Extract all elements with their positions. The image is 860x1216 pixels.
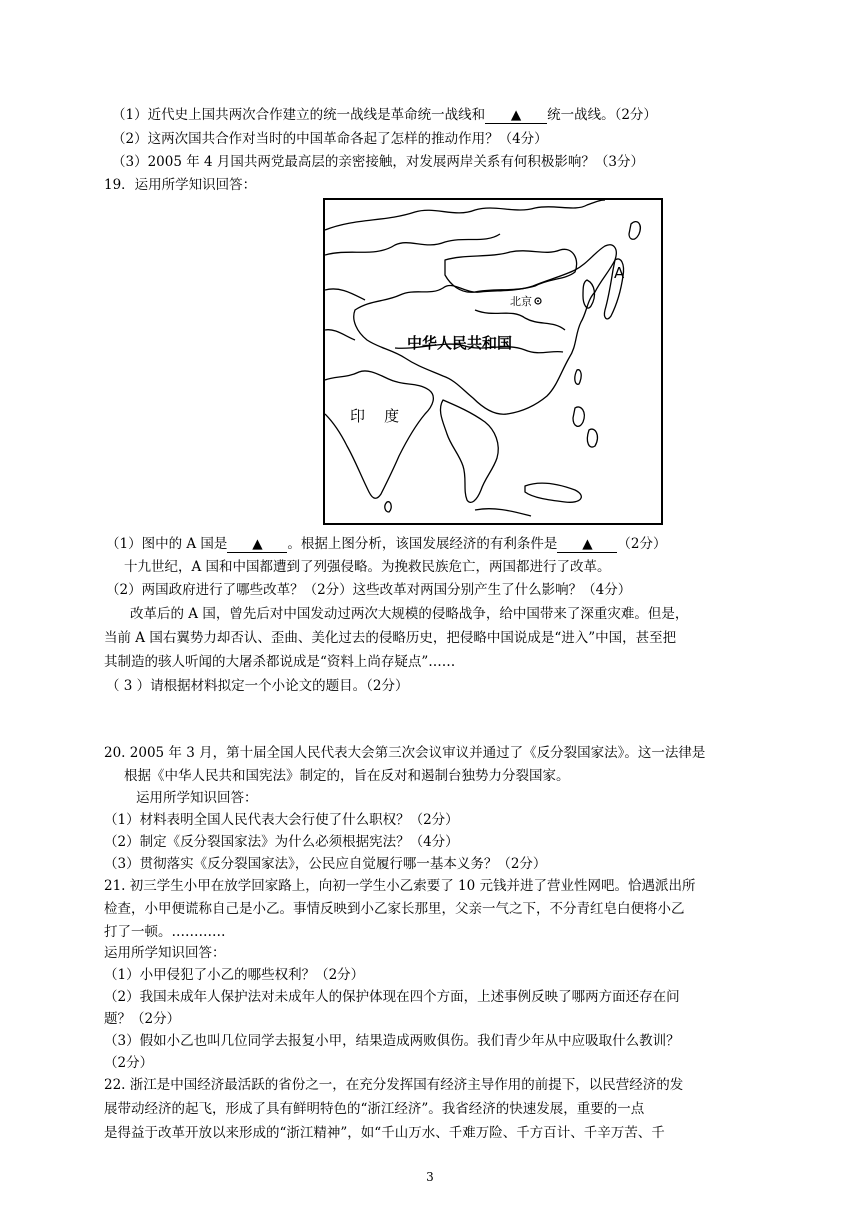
q19-title: 19．运用所学知识回答： xyxy=(104,177,257,193)
q21-sub2-cont: 题？（2分） xyxy=(104,1011,181,1027)
answer-blank xyxy=(557,536,617,553)
q22-stem-line: 展带动经济的起飞，形成了具有鲜明特色的“浙江经济”。我省经济的快速发展，重要的一点 xyxy=(104,1101,645,1117)
q21-sub2: （2）我国未成年人保护法对未成年人的保护体现在四个方面，上述事例反映了哪两方面还存在问 xyxy=(104,989,680,1005)
q21-sub1: （1）小甲侵犯了小乙的哪些权利？（2分） xyxy=(104,967,365,983)
q21-sub3-cont: （2分） xyxy=(104,1055,154,1071)
q19-context: 十九世纪，A 国和中国都遭到了列强侵略。为挽救民族危亡，两国都进行了改革。 xyxy=(124,559,611,575)
q21-stem-line: 打了一顿。………… xyxy=(104,924,226,940)
q20-stem-line: 根据《中华人民共和国宪法》制定的，旨在反对和遏制台独势力分裂国家。 xyxy=(124,768,570,784)
map-label-india: 印 度 xyxy=(350,407,400,425)
q19-sub1-text: （1）图中的 A 国是 xyxy=(106,536,228,552)
q20-stem-line: 20. 2005 年 3 月，第十届全国人民代表大会第三次会议审议并通过了《反分裂国家法》。这一法律是 xyxy=(104,745,706,761)
q18-sub1 xyxy=(112,105,657,125)
map-label-a: A xyxy=(614,264,625,282)
q18-sub2: （2）这两次国共合作对当时的中国革命各起了怎样的推动作用？（4分） xyxy=(112,131,548,147)
q19-sub1-score: （2分） xyxy=(617,536,667,552)
q19-material-line: 其制造的骇人听闻的大屠杀都说成是“资料上尚存疑点”…… xyxy=(104,654,456,670)
map-drawing xyxy=(325,200,661,523)
q19-sub1 xyxy=(106,534,667,554)
triangle-mark: ▲ xyxy=(510,107,522,123)
q22-stem-line: 是得益于改革开放以来形成的“浙江精神”，如“千山万水、千难万险、千方百计、千辛万苦、千 xyxy=(104,1125,665,1141)
asia-map xyxy=(323,198,663,525)
triangle-mark: ▲ xyxy=(582,536,593,552)
answer-blank xyxy=(227,536,287,553)
q20-sub3: （3）贯彻落实《反分裂国家法》，公民应自觉履行哪一基本义务？（2分） xyxy=(104,856,547,872)
q18-sub3: （3）2005 年 4 月国共两党最高层的亲密接触，对发展两岸关系有何积极影响？（3分） xyxy=(112,154,644,170)
q19-material-line: 改革后的 A 国，曾先后对中国发动过两次大规模的侵略战争，给中国带来了深重灾难。但是， xyxy=(130,606,689,622)
map-label-china: 中华人民共和国 xyxy=(407,334,513,352)
q20-sub2: （2）制定《反分裂国家法》为什么必须根据宪法？（4分） xyxy=(104,834,459,850)
q20-prompt: 运用所学知识回答： xyxy=(136,790,258,806)
q18-sub1-score: 统一战线。（2分） xyxy=(547,107,657,123)
q19-material-line: 当前 A 国右翼势力却否认、歪曲、美化过去的侵略历史，把侵略中国说成是“进入”中国，甚至把 xyxy=(104,630,677,646)
q19-sub1-mid: 。根据上图分析，该国发展经济的有利条件是 xyxy=(287,536,558,552)
q22-stem-line: 22. 浙江是中国经济最活跃的省份之一，在充分发挥国有经济主导作用的前提下，以民营经济的发 xyxy=(104,1077,684,1093)
triangle-mark: ▲ xyxy=(252,536,263,552)
q19-sub3: （ 3 ）请根据材料拟定一个小论文的题目。（2分） xyxy=(106,678,409,694)
q21-stem-line: 检查，小甲便谎称自己是小乙。事情反映到小乙家长那里，父亲一气之下，不分青红皂白便将小乙 xyxy=(104,901,685,917)
q21-prompt: 运用所学知识回答： xyxy=(104,945,226,961)
q18-sub1-text: （1）近代史上国共两次合作建立的统一战线是革命统一战线和 xyxy=(112,107,486,123)
q19-sub2: （2）两国政府进行了哪些改革？（2分）这些改革对两国分别产生了什么影响？（4分） xyxy=(106,582,632,598)
q21-stem-line: 21. 初三学生小甲在放学回家路上，向初一学生小乙索要了 10 元钱并进了营业性网吧。恰遇派出所 xyxy=(104,878,696,894)
q21-sub3: （3）假如小乙也叫几位同学去报复小甲，结果造成两败俱伤。我们青少年从中应吸取什么教训？ xyxy=(104,1033,680,1049)
page-number: 3 xyxy=(426,1170,434,1184)
map-label-beijing: 北京 xyxy=(510,295,532,308)
q20-sub1: （1）材料表明全国人民代表大会行使了什么职权？（2分） xyxy=(104,812,459,828)
answer-blank xyxy=(485,107,547,124)
